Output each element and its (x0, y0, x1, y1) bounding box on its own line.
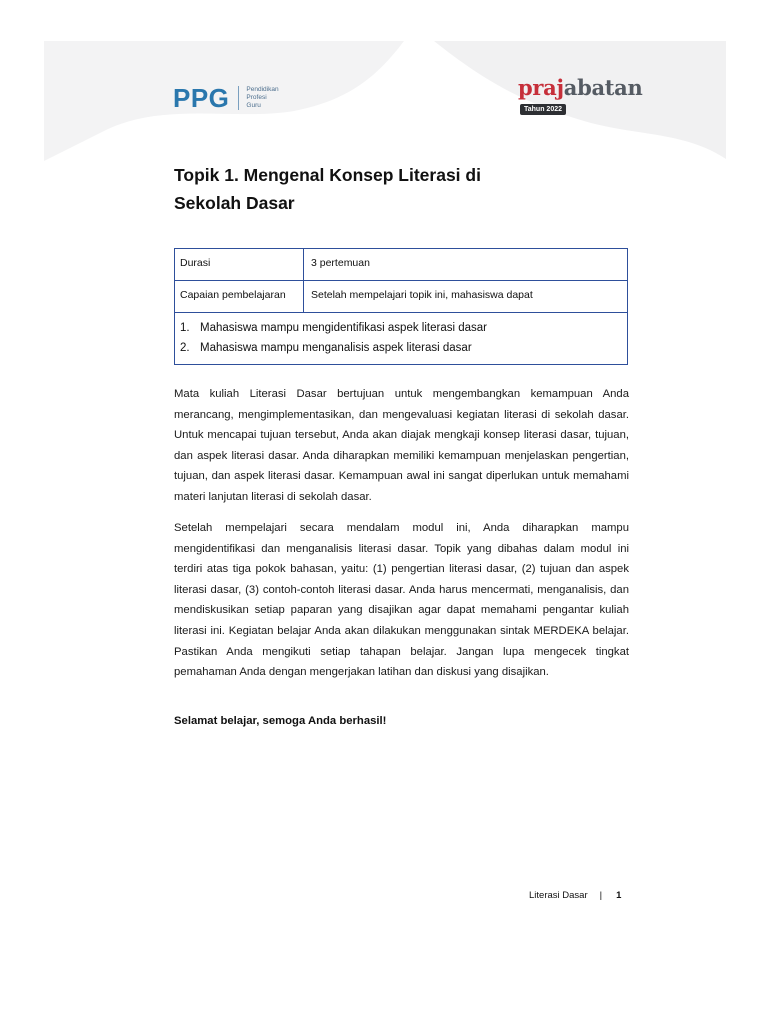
ppg-divider (238, 86, 239, 110)
page-number: 1 (616, 890, 622, 901)
document-page (44, 41, 726, 1024)
list-text: Mahasiswa mampu mengidentifikasi aspek literasi dasar (200, 322, 487, 334)
ppg-subtitle (246, 86, 278, 110)
durasi-label: Durasi (175, 249, 304, 280)
footer-course: Literasi Dasar (529, 890, 588, 901)
list-item (180, 318, 627, 338)
footer-separator: | (599, 890, 603, 901)
info-table (174, 248, 628, 365)
table-row-capaian (175, 281, 627, 313)
list-number: 1. (180, 322, 190, 334)
table-row-durasi (175, 249, 627, 281)
page-footer (529, 890, 621, 901)
ppg-subtitle-line3: Guru (246, 102, 261, 109)
title-line2: Sekolah Dasar (174, 193, 295, 213)
list-text: Mahasiswa mampu menganalisis aspek literasi dasar (200, 342, 472, 354)
capaian-value: Setelah mempelajari topik ini, mahasiswa dapat (311, 289, 533, 301)
ppg-subtitle-line1: Pendidikan (246, 86, 279, 93)
ppg-logo (173, 83, 279, 113)
paragraph-intro: Mata kuliah Literasi Dasar bertujuan untuk mengembangkan kemampuan Anda merancang, mengimplementasikan, dan mengevaluasi kegiatan literasi di sekolah dasar. Untuk mencapai tujuan tersebut, Anda akan diajak mengkaji konsep literasi dasar, tujuan, dan aspek literasi dasar. Anda diharapkan memiliki kemampuan menjelaskan pengertian, tujuan, dan aspek literasi dasar. Kemampuan awal ini sangat diperlukan untuk memahami materi lanjutan literasi di sekolah dasar. (174, 388, 629, 503)
prajabatan-word-part3: abatan (563, 75, 643, 100)
ppg-abbr: PPG (173, 83, 230, 113)
prajabatan-word-part1: pra (518, 75, 557, 100)
learning-outcomes (175, 313, 627, 364)
prajabatan-word-part2: j (556, 75, 564, 100)
page-title (174, 161, 594, 217)
durasi-value: 3 pertemuan (311, 257, 370, 269)
capaian-label: Capaian pembelajaran (175, 281, 304, 312)
year-badge: Tahun 2022 (520, 104, 566, 115)
prajabatan-wordmark (518, 75, 643, 100)
prajabatan-logo (518, 75, 643, 116)
ppg-subtitle-line2: Profesi (246, 94, 267, 101)
list-item (180, 338, 627, 358)
list-number: 2. (180, 342, 190, 354)
closing-text: Selamat belajar, semoga Anda berhasil! (174, 715, 387, 727)
paragraph-module: Setelah mempelajari secara mendalam modul ini, Anda diharapkan mampu mengidentifikasi dan menganalisis literasi dasar. Topik yang dibahas dalam modul ini terdiri atas tiga pokok bahasan, yaitu: (1) pengertian literasi dasar, (2) tujuan dan aspek literasi dasar, (3) contoh-contoh literasi dasar. Anda harus mencermati, menganalisis, dan mendiskusikan setiap paparan yang disajikan agar dapat memahami pengantar kuliah literasi ini. Kegiatan belajar Anda akan dilakukan menggunakan sintak MERDEKA belajar. Pastikan Anda mengikuti setiap tahapan belajar. Jangan lupa mengecek tingkat pemahaman Anda dengan mengerjakan latihan dan diskusi yang disajikan. (174, 522, 629, 679)
title-line1: Topik 1. Mengenal Konsep Literasi di (174, 165, 481, 185)
